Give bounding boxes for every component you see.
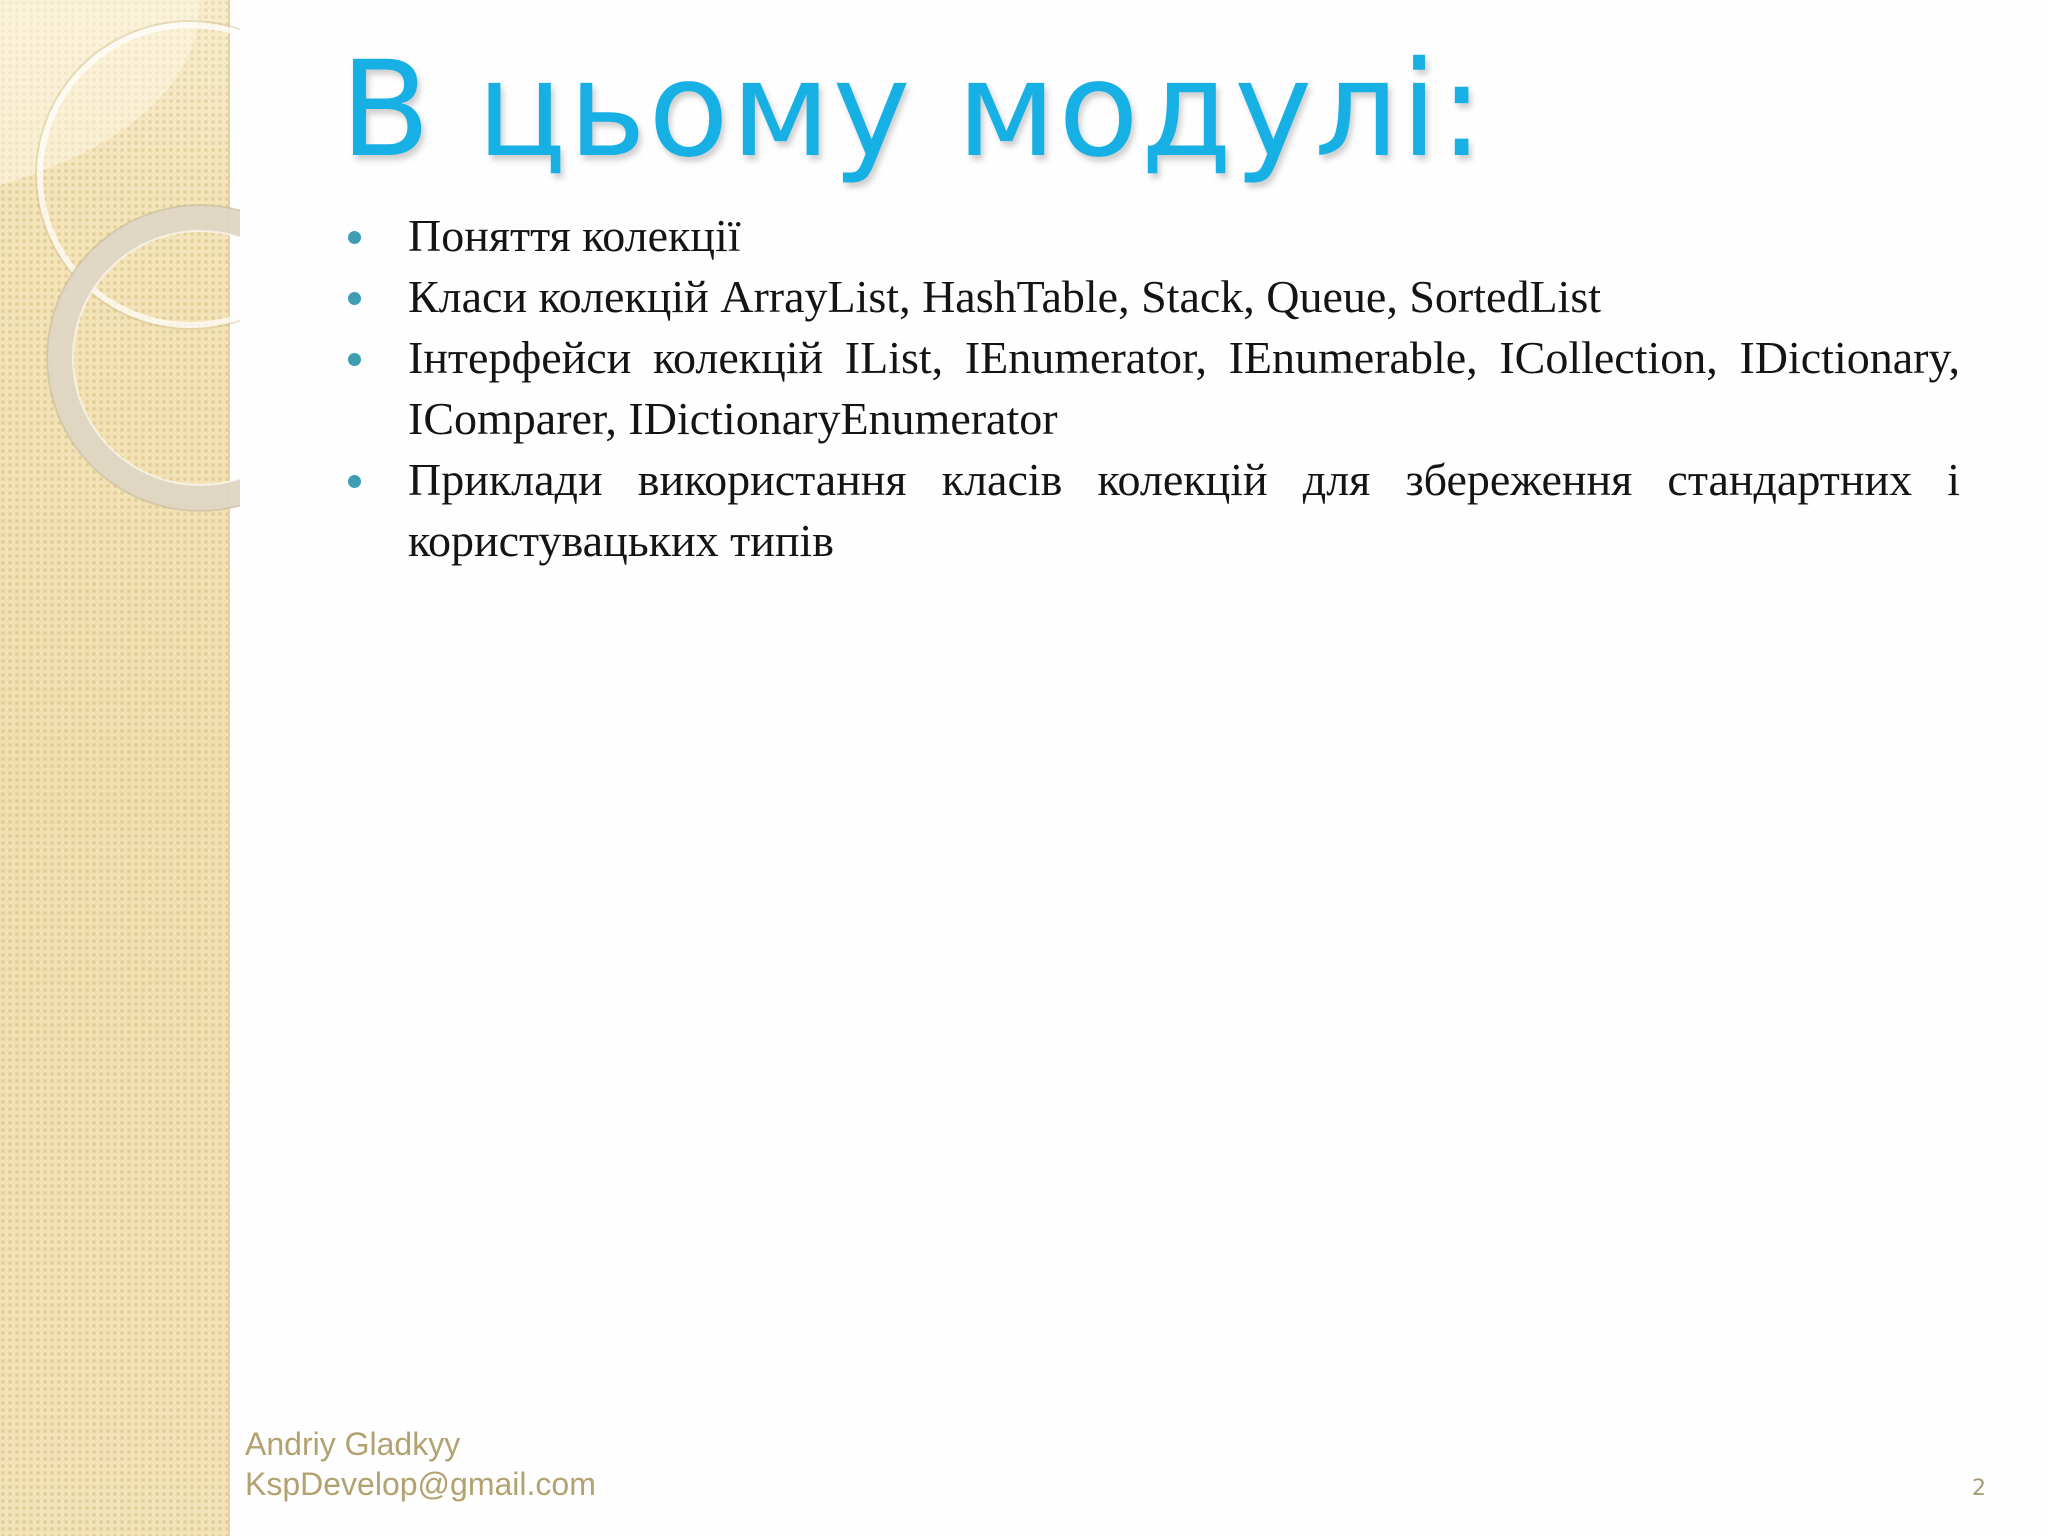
slide-title: В цьому модулі: bbox=[340, 33, 1486, 187]
bullet-dot-icon bbox=[348, 475, 361, 488]
list-item-text: Інтерфейси колекцій IList, IEnumerator, IEnumerable, ICollection, IDictionary, IComparer, IDictionaryEnumerator bbox=[408, 332, 1960, 444]
list-item bbox=[348, 205, 1960, 266]
bullet-list bbox=[348, 205, 1960, 571]
list-item bbox=[348, 327, 1960, 449]
list-item bbox=[348, 449, 1960, 571]
list-item bbox=[348, 266, 1960, 327]
author-name: Andriy Gladkyy bbox=[245, 1426, 461, 1462]
bullet-dot-icon bbox=[348, 292, 361, 305]
footer bbox=[245, 1424, 596, 1504]
page-number: 2 bbox=[1972, 1476, 1986, 1501]
decorative-rings-icon bbox=[0, 0, 240, 520]
decorative-side-panel bbox=[0, 0, 230, 1536]
list-item-text: Класи колекцій ArrayList, HashTable, Stack, Queue, SortedList bbox=[408, 271, 1602, 322]
bullet-dot-icon bbox=[348, 231, 361, 244]
list-item-text: Приклади використання класів колекцій для збереження стандартних і користувацьких типів bbox=[408, 454, 1960, 566]
author-email: KspDevelop@gmail.com bbox=[245, 1466, 596, 1502]
bullet-dot-icon bbox=[348, 353, 361, 366]
list-item-text: Поняття колекції bbox=[408, 210, 741, 261]
